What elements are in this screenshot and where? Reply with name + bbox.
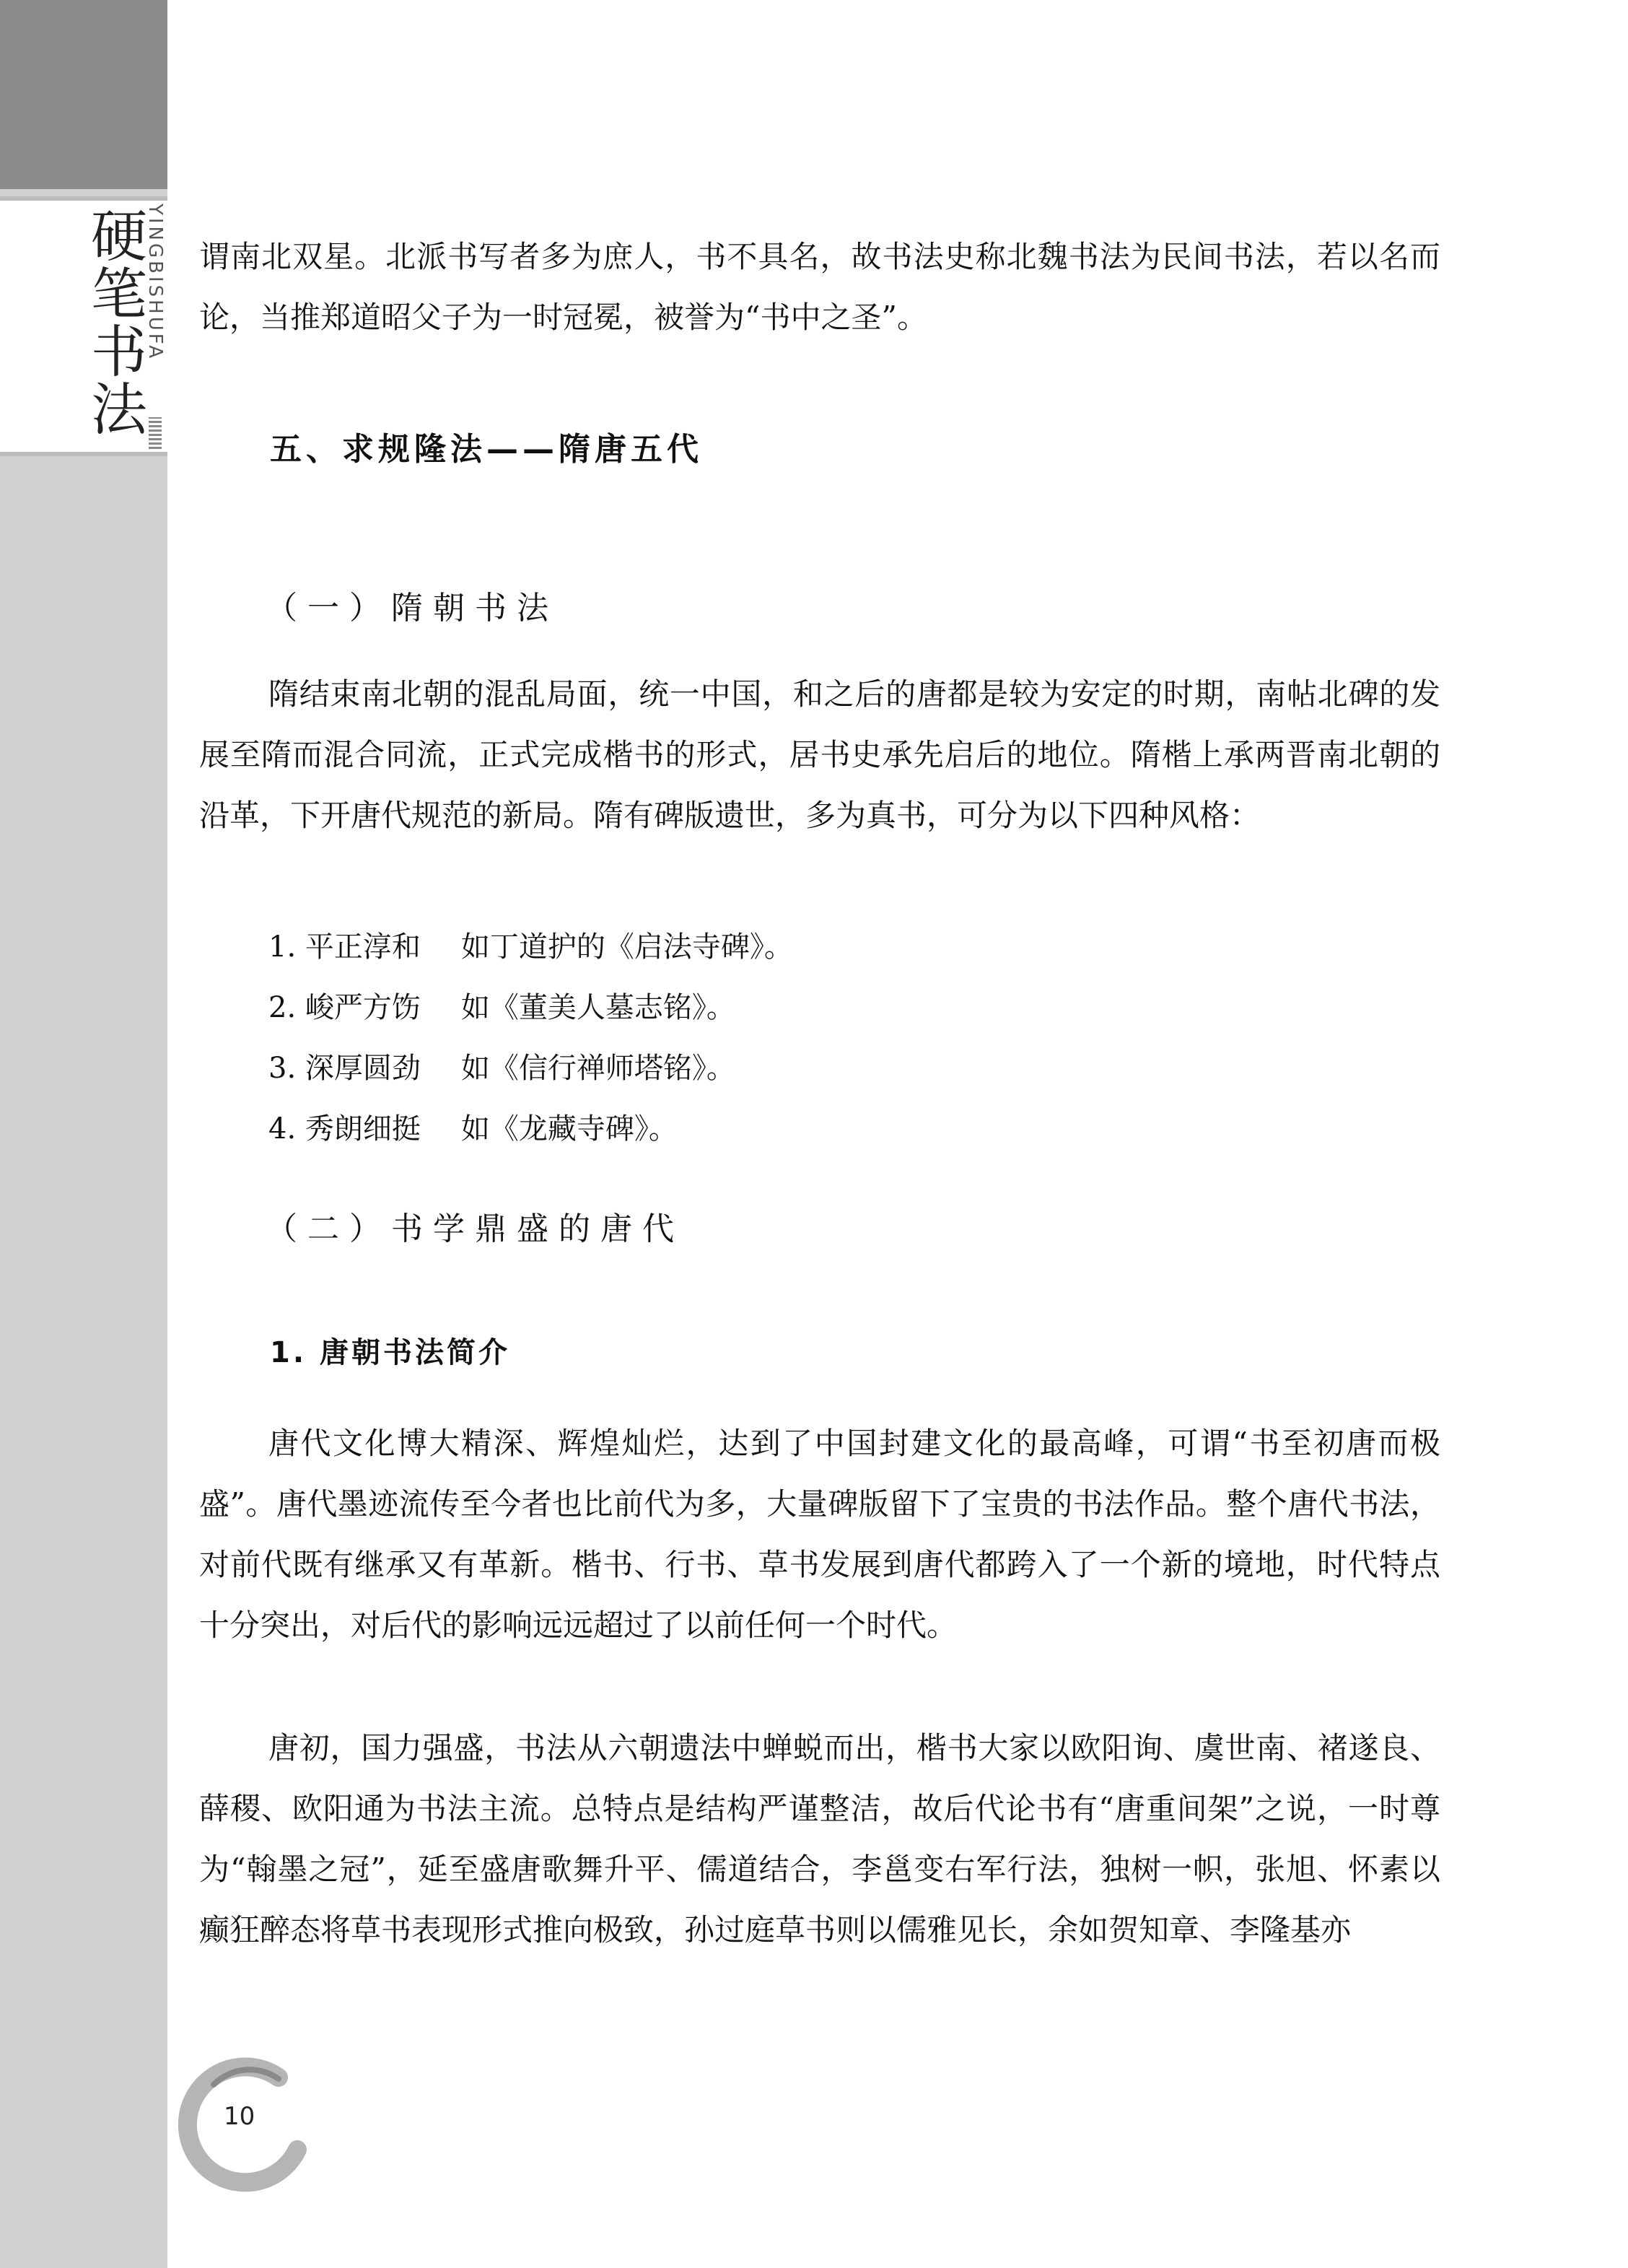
hatch-decoration [149, 417, 162, 449]
style-label: 1. 平正淳和 [268, 930, 421, 964]
paragraph-4: 唐初，国力强盛，书法从六朝遗法中蝉蜕而出，楷书大家以欧阳询、虞世南、褚遂良、薛稷、欧阳通为书法主流。总特点是结构严谨整洁，故后代论书有“唐重间架”之说，一时尊为“翰墨之冠”，延至盛唐歌舞升平、儒道结合，李邕变右军行法，独树一帜，张旭、怀素以癫狂醉态将草书表现形式推向极致，孙过庭草书则以儒雅见长，余如贺知章、李隆基亦 [199, 1730, 1440, 1948]
style-example: 如《董美人墓志铭》。 [460, 991, 735, 1024]
style-label: 4. 秀朗细挺 [268, 1112, 421, 1146]
sidebar-top-block [0, 0, 167, 189]
style-example: 如《信行禅师塔铭》。 [460, 1052, 735, 1085]
style-example: 如丁道护的《启法寺碑》。 [460, 930, 793, 964]
style-label: 2. 峻严方饬 [268, 991, 421, 1024]
section-heading: 五、求规隆法——隋唐五代 [270, 431, 703, 468]
sub-heading-sui: （一）隋朝书法 [266, 590, 559, 627]
style-item [268, 917, 1510, 977]
book-title: 硬笔书法 [82, 206, 146, 437]
page-number: 10 [224, 2102, 255, 2131]
paragraph-2: 隋结束南北朝的混乱局面，统一中国，和之后的唐都是较为安定的时期，南帖北碑的发展至隋而混合同流，正式完成楷书的形式，居书史承先启后的地位。隋楷上承两晋南北朝的沿革，下开唐代规范的新局。隋有碑版遗世，多为真书，可分为以下四种风格： [199, 676, 1440, 833]
style-item [268, 977, 1510, 1038]
paragraph-3: 唐代文化博大精深、辉煌灿烂，达到了中国封建文化的最高峰，可谓“书至初唐而极盛”。唐代墨迹流传至今者也比前代为多，大量碑版留下了宝贵的书法作品。整个唐代书法，对前代既有继承又有革新。楷书、行书、草书发展到唐代都跨入了一个新的境地，时代特点十分突出，对后代的影响远远超过了以前任何一个时代。 [199, 1426, 1440, 1643]
style-item [268, 1038, 1510, 1099]
style-label: 3. 深厚圆劲 [268, 1052, 421, 1085]
style-example: 如《龙藏寺碑》。 [460, 1112, 678, 1146]
style-item [268, 1099, 1510, 1159]
sub-sub-heading: 1. 唐朝书法简介 [270, 1336, 510, 1369]
paragraph-1: 谓南北双星。北派书写者多为庶人，书不具名，故书法史称北魏书法为民间书法，若以名而论，当推郑道昭父子为一时冠冕，被誉为“书中之圣”。 [199, 239, 1440, 335]
book-brand [0, 196, 167, 456]
sidebar [0, 0, 167, 2268]
sub-heading-tang: （二）书学鼎盛的唐代 [266, 1211, 684, 1247]
book-title-pinyin: YINGBISHUFA [144, 204, 166, 362]
